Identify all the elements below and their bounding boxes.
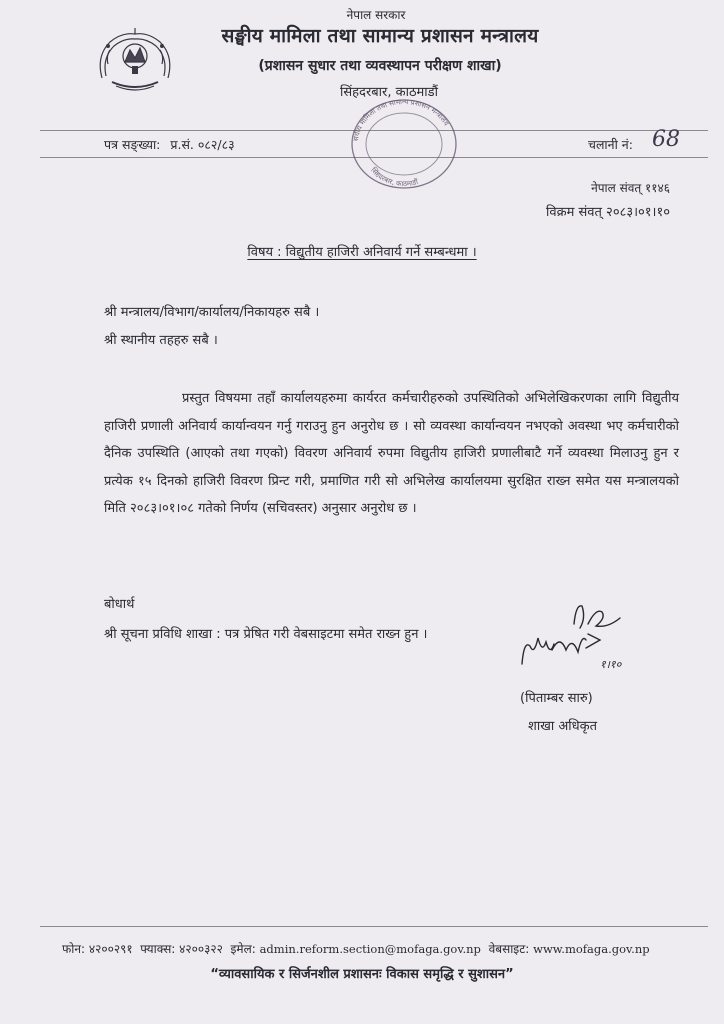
office-location: सिंहदरबार, काठमाडौं — [339, 85, 439, 100]
official-stamp — [340, 88, 468, 192]
footer-divider — [40, 926, 708, 927]
cc-heading: बोधार्थ — [104, 597, 135, 612]
footer-motto: “व्यावसायिक र सिर्जनशील प्रशासनः विकास समृद्धि र सुशासन” — [210, 967, 514, 982]
subject-text: विषय : विद्युतीय हाजिरी अनिवार्य गर्ने सम्बन्धमा । — [247, 245, 477, 260]
svg-text:सिंहदरबार, काठमाडौं — [369, 165, 419, 188]
handwritten-signature — [516, 594, 636, 676]
stamp-top-text: संघीय मामिला तथा सामान्य प्रशासन मन्त्रालय — [352, 97, 451, 142]
footer-contact — [62, 940, 650, 957]
recipient-ministries: श्री मन्त्रालय/विभाग/कार्यालय/निकायहरु सबै । — [104, 305, 320, 320]
nepal-sambat-date: नेपाल संवत् ११४६ — [591, 181, 670, 195]
signer-designation: शाखा अधिकृत — [528, 719, 598, 734]
footer-website[interactable]: www.mofaga.gov.np — [533, 942, 650, 956]
reference-label: पत्र सङ्ख्या: — [104, 137, 161, 152]
dispatch-label: चलानी नं: — [588, 137, 633, 152]
recipient-local-levels: श्री स्थानीय तहहरु सबै । — [104, 333, 218, 348]
letter-body: प्रस्तुत विषयमा तहाँ कार्यालयहरुमा कार्यरत कर्मचारीहरुको उपस्थितिको अभिलेखिकरणका लागि विद्युतीय हाजिरी प्रणाली अनिवार्य कार्यान्वयन गर्नु गराउनु हुन अनुरोध छ । सो व्यवस्था कार्यान्वयन नभएको अवस्था भए कर्मचारीको दैनिक उपस्थिति (आएको तथा गएको) विवरण अनिवार्य रुपमा विद्युतीय हाजिरी प्रणालीबाटै गर्ने व्यवस्था मिलाउनु हुन र प्रत्येक १५ दिनको हाजिरी विवरण प्रिन्ट गरी, प्रमाणित गरी सो अभिलेख कार्यालयमा सुरक्षित राख्न समेत यस मन्त्रालयको मिति २०८३।०१।०८ गतेको निर्णय (सचिवस्तर) अनुसार अनुरोध छ । — [104, 391, 679, 516]
reference-value: प्र.सं. ०८२/८३ — [170, 137, 235, 152]
footer-phone: फोन: ४२००२९१ — [62, 942, 133, 956]
signature-date-mark: १।१० — [600, 658, 622, 671]
government-name: नेपाल सरकार — [346, 8, 406, 22]
dispatch-number: 68 — [652, 127, 680, 152]
footer-website-label: वेबसाइट: — [488, 942, 530, 956]
stamp-bottom-text: सिंहदरबार, काठमाडौं — [369, 166, 419, 189]
branch-name: (प्रशासन सुधार तथा व्यवस्थापन परीक्षण शाखा) — [258, 58, 502, 74]
footer-email[interactable]: admin.reform.section@mofaga.gov.np — [259, 942, 481, 956]
subject-line — [0, 242, 724, 260]
vikram-sambat-date: विक्रम संवत् २०८३।०१।१० — [546, 205, 670, 220]
reference-number — [104, 136, 235, 153]
footer-email-label: इमेल: — [230, 942, 256, 956]
footer-fax: फ्याक्स: ४२००३२२ — [140, 942, 223, 956]
cc-recipient: श्री सूचना प्रविधि शाखा : पत्र प्रेषित गरी वेबसाइटमा समेत राख्न हुन । — [104, 627, 428, 642]
ministry-name: सङ्घीय मामिला तथा सामान्य प्रशासन मन्त्रालय — [221, 25, 539, 47]
signer-name: (पिताम्बर सारु) — [520, 691, 593, 706]
